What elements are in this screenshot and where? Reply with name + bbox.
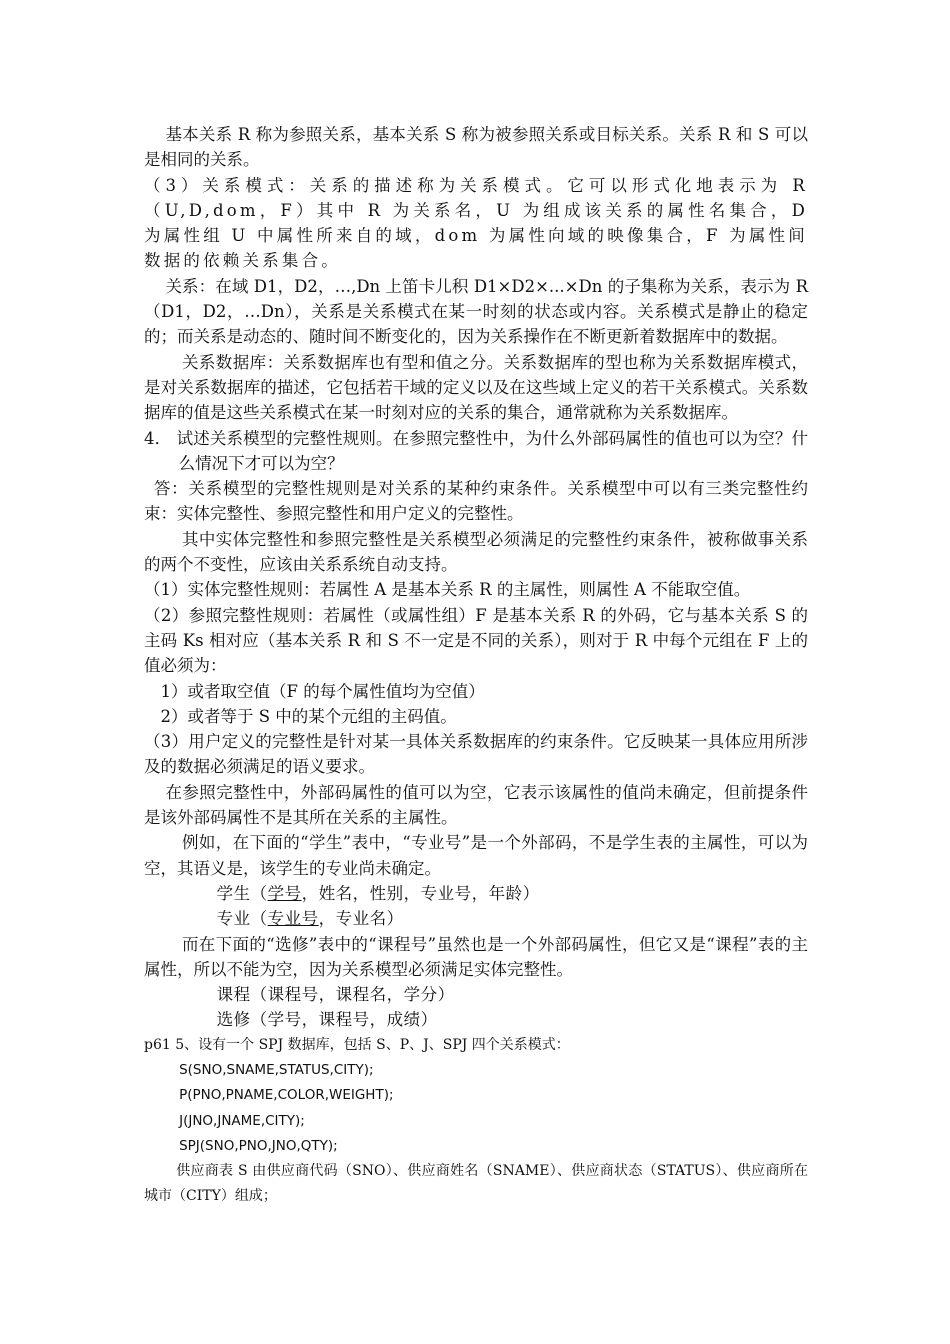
question-4: 4． 试述关系模型的完整性规则。在参照完整性中，为什么外部码属性的值也可以为空？什么情况下才可以为空？ xyxy=(144,428,808,473)
schema-student-suffix: ，姓名，性别，专业号，年龄） xyxy=(301,883,540,903)
rule-option-1: 1）或者取空值（F 的每个属性值均为空值） xyxy=(160,681,485,701)
rule-entity-integrity: （1）实体完整性规则：若属性 A 是基本关系 R 的主属性，则属性 A 不能取空值。 xyxy=(144,580,751,600)
paragraph-student-example: 例如，在下面的“学生”表中，“专业号”是一个外部码，不是学生表的主属性，可以为空，其语义是，该学生的专业尚未确定。 xyxy=(144,833,808,878)
schema-j: J(JNO,JNAME,CITY); xyxy=(179,1112,305,1129)
schema-major-suffix: ，专业名） xyxy=(318,909,404,929)
paragraph-null-foreign-key: 在参照完整性中，外部码属性的值可以为空，它表示该属性的值尚未确定，但前提条件是该外部码属性不是其所在关系的主属性。 xyxy=(144,782,808,828)
paragraph-course-example: 而在下面的“选修”表中的“课程号”虽然也是一个外部码属性，但它又是“课程”表的主属性，所以不能为空，因为关系模型必须满足实体完整性。 xyxy=(144,934,808,979)
schema-major-prefix: 专业（ xyxy=(216,909,268,929)
answer-intro: 答：关系模型的完整性规则是对关系的某种约束条件。关系模型中可以有三类完整性约束：实体完整性、参照完整性和用户定义的完整性。 xyxy=(144,479,808,524)
rule-referential-integrity: （2）参照完整性规则：若属性（或属性组）F 是基本关系 R 的外码，它与基本关系 S 的主码 Ks 相对应（基本关系 R 和 S 不一定是不同的关系），则对于 R 中每个元组在 F 上的值必须为： xyxy=(144,605,808,676)
schema-spj: SPJ(SNO,PNO,JNO,QTY); xyxy=(179,1137,338,1154)
paragraph-supplier-table: 供应商表 S 由供应商代码（SNO）、供应商姓名（SNAME）、供应商状态（STATUS）、供应商所在城市（CITY）组成； xyxy=(144,1163,808,1205)
schema-student-prefix: 学生（ xyxy=(216,883,268,903)
paragraph-relation: 关系：在域 D1，D2，…,Dn 上笛卡儿积 D1×D2×...×Dn 的子集称为关系，表示为 R（D1，D2，…Dn），关系是关系模式在某一时刻的状态或内容。关系模式是静止的稳定的；而关系是动态的、随时间不断变化的，因为关系操作在不断更新着数据库中的数据。 xyxy=(144,276,808,347)
schema-course: 课程（课程号，课程名，学分） xyxy=(216,985,455,1005)
schema-student-key: 学号 xyxy=(267,883,302,903)
paragraph-referencing-relation: 基本关系 R 称为参照关系，基本关系 S 称为被参照关系或目标关系。关系 R 和 S 可以是相同的关系。 xyxy=(144,125,808,170)
document-page xyxy=(144,122,808,1210)
answer-invariants: 其中实体完整性和参照完整性是关系模型必须满足的完整性约束条件，被称做事关系的两个不变性，应该由关系系统自动支持。 xyxy=(144,529,808,575)
schema-major xyxy=(144,906,808,931)
question-p61-5: p61 5、设有一个 SPJ 数据库，包括 S、P、J、SPJ 四个关系模式： xyxy=(144,1036,570,1053)
rule-option-2: 2）或者等于 S 中的某个元组的主码值。 xyxy=(160,706,457,726)
rule-user-defined: （3）用户定义的完整性是针对某一具体关系数据库的约束条件。它反映某一具体应用所涉及的数据必须满足的语义要求。 xyxy=(144,732,808,777)
paragraph-relation-schema: （3）关系模式：关系的描述称为关系模式。它可以形式化地表示为 R（U,D,dom，F）其中 R 为关系名，U 为组成该关系的属性名集合，D 为属性组 U 中属性所来自的域，dom 为属性向域的映像集合，F 为属性间数据的依赖关系集合。 xyxy=(144,175,808,271)
schema-enrollment: 选修（学号，课程号，成绩） xyxy=(216,1010,438,1030)
schema-student xyxy=(144,881,808,906)
schema-p: P(PNO,PNAME,COLOR,WEIGHT); xyxy=(179,1087,394,1104)
paragraph-relational-database: 关系数据库：关系数据库也有型和值之分。关系数据库的型也称为关系数据库模式，是对关系数据库的描述，它包括若干域的定义以及在这些域上定义的若干关系模式。关系数据库的值是这些关系模式在某一时刻对应的关系的集合，通常就称为关系数据库。 xyxy=(144,352,808,423)
schema-major-key: 专业号 xyxy=(267,909,319,929)
schema-s: S(SNO,SNAME,STATUS,CITY); xyxy=(179,1061,374,1078)
